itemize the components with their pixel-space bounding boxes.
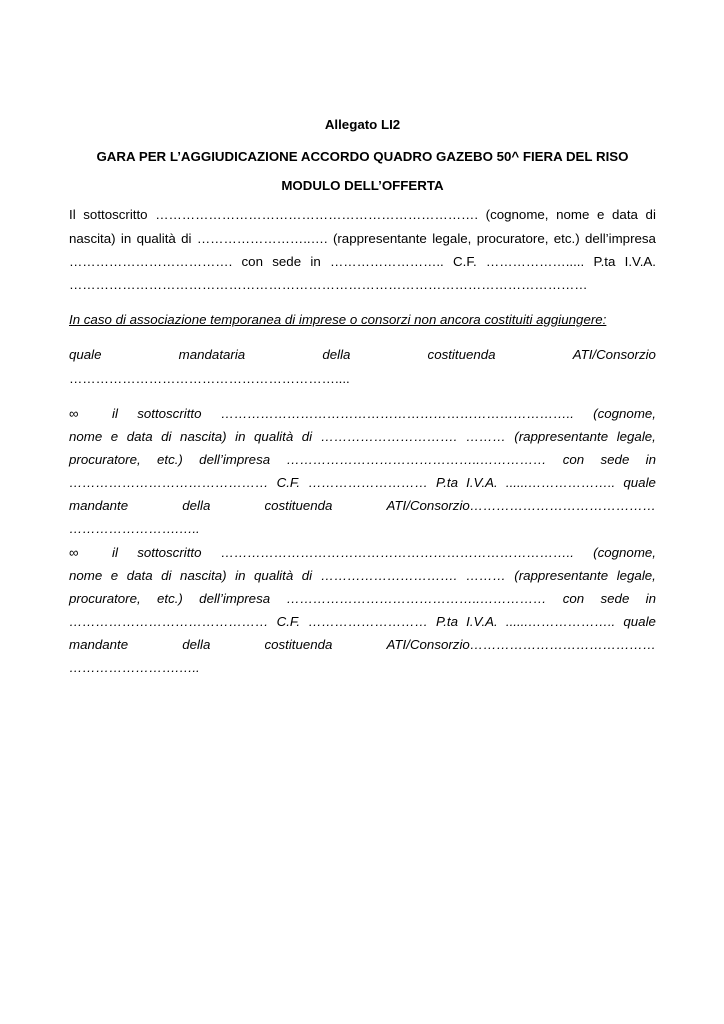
- word: quale: [69, 347, 102, 362]
- mandante-2-line-5: [69, 637, 656, 653]
- word: ……………….....: [485, 254, 585, 269]
- word: ATI/Consorzio: [572, 347, 656, 362]
- word: ……………………………………………………………………..: [220, 406, 574, 421]
- word: sottoscritto: [137, 545, 202, 560]
- word: quale: [623, 475, 656, 490]
- word: sede: [600, 452, 630, 467]
- word: costituenda: [264, 637, 333, 652]
- word: con: [241, 254, 263, 269]
- word: ......………………..: [505, 475, 616, 490]
- word: di: [301, 568, 313, 583]
- word: in: [645, 591, 656, 606]
- word: (rappresentante: [332, 231, 427, 246]
- mandataria-line-1: [69, 347, 656, 363]
- word: di: [301, 429, 313, 444]
- word: P.ta: [593, 254, 616, 269]
- word: data: [126, 429, 153, 444]
- word: e: [110, 429, 119, 444]
- word: ………………………: [308, 614, 428, 629]
- word: il: [112, 545, 118, 560]
- word: C.F.: [276, 475, 301, 490]
- mandante-1-line-5: [69, 498, 656, 514]
- word: C.F.: [453, 254, 477, 269]
- mandante-1-line-2: [69, 429, 656, 445]
- word: procuratore,: [69, 591, 141, 606]
- mandante-2-line-3: [69, 591, 656, 607]
- word: qualità: [254, 568, 294, 583]
- word: di: [645, 207, 656, 222]
- mandante-2-line-1: [69, 545, 656, 561]
- word: ……………………………….: [69, 254, 233, 269]
- word: ………………………….: [320, 429, 458, 444]
- mandante-2-line-6: …………………….…..: [69, 660, 200, 675]
- word: ………: [465, 429, 506, 444]
- word: costituenda: [427, 347, 496, 362]
- gara-title: GARA PER L’AGGIUDICAZIONE ACCORDO QUADRO GAZEBO 50^ FIERA DEL RISO: [96, 149, 629, 164]
- word: in: [235, 568, 246, 583]
- word: nascita): [69, 231, 116, 246]
- word: procuratore,: [69, 452, 141, 467]
- word: legale,: [616, 429, 656, 444]
- word: I.V.A.: [466, 475, 498, 490]
- word: (cognome,: [593, 406, 656, 421]
- word: ATI/Consorzio……………………………………: [386, 498, 656, 513]
- word: ……………………………………………………………………..: [220, 545, 574, 560]
- word: qualità: [254, 429, 294, 444]
- word: P.ta: [436, 475, 458, 490]
- word: sottoscritto: [83, 207, 148, 222]
- word: della: [322, 347, 351, 362]
- word: il: [112, 406, 118, 421]
- word: dell’impresa: [199, 591, 271, 606]
- word: legale,: [432, 231, 472, 246]
- word: ………………………….: [320, 568, 458, 583]
- word: mandante: [69, 637, 129, 652]
- word: C.F.: [276, 614, 301, 629]
- word: etc.): [157, 452, 183, 467]
- mandante-1-line-6: …………………….…..: [69, 521, 200, 536]
- word: nome: [69, 568, 103, 583]
- mandante-1-line-1: [69, 406, 656, 422]
- word: mandataria: [178, 347, 246, 362]
- infinity-bullet-icon: ∞: [69, 406, 79, 421]
- word: I.V.A.: [624, 254, 656, 269]
- word: in: [235, 429, 246, 444]
- word: ………………………: [308, 475, 428, 490]
- word: Il: [69, 207, 76, 222]
- word: ………………………………………: [69, 475, 269, 490]
- word: di: [161, 429, 172, 444]
- word: nascita): [180, 568, 227, 583]
- word: sede: [272, 254, 302, 269]
- main-paragraph-line-2: [69, 231, 656, 247]
- word: della: [182, 498, 211, 513]
- word: qualità: [136, 231, 176, 246]
- word: ATI/Consorzio……………………………………: [386, 637, 656, 652]
- word: ………: [465, 568, 506, 583]
- word: in: [120, 231, 132, 246]
- mandante-1-line-4: [69, 475, 656, 491]
- modulo-title: MODULO DELL’OFFERTA: [281, 178, 444, 193]
- word: nascita): [180, 429, 227, 444]
- word: ......………………..: [505, 614, 616, 629]
- word: legale,: [616, 568, 656, 583]
- word: ……………………………………..……………: [286, 591, 547, 606]
- word: in: [310, 254, 321, 269]
- word: in: [645, 452, 656, 467]
- main-paragraph-line-1: [69, 207, 656, 223]
- word: P.ta: [436, 614, 458, 629]
- word: con: [562, 452, 585, 467]
- word: data: [126, 568, 153, 583]
- word: e: [597, 207, 605, 222]
- word: quale: [623, 614, 656, 629]
- mandataria-line-2: ……………………………………………………....: [69, 371, 350, 386]
- word: e: [110, 568, 119, 583]
- word: ……………………………………………………………….: [155, 207, 479, 222]
- word: etc.): [553, 231, 580, 246]
- mandante-2-line-4: [69, 614, 656, 630]
- word: (cognome,: [485, 207, 549, 222]
- main-paragraph-line-3: [69, 254, 656, 270]
- word: etc.): [157, 591, 183, 606]
- word: ………………………………………: [69, 614, 269, 629]
- word: della: [182, 637, 211, 652]
- word: dell’impresa: [199, 452, 271, 467]
- word: ……………………..: [329, 254, 444, 269]
- word: sede: [600, 591, 630, 606]
- main-paragraph-line-4: ………………………………………………………………………………………………………: [69, 277, 588, 292]
- word: I.V.A.: [466, 614, 498, 629]
- word: di: [181, 231, 192, 246]
- word: con: [562, 591, 585, 606]
- mandante-1-line-3: [69, 452, 656, 468]
- word: (cognome,: [593, 545, 656, 560]
- allegato-heading: Allegato LI2: [324, 117, 401, 132]
- mandante-2-line-2: [69, 568, 656, 584]
- word: mandante: [69, 498, 129, 513]
- infinity-bullet-icon: ∞: [69, 545, 79, 560]
- ati-note: In caso di associazione temporanea di imprese o consorzi non ancora costituiti aggiungere:: [69, 312, 607, 327]
- word: (rappresentante: [514, 429, 609, 444]
- word: procuratore,: [476, 231, 549, 246]
- word: sottoscritto: [137, 406, 202, 421]
- word: (rappresentante: [514, 568, 609, 583]
- word: di: [161, 568, 172, 583]
- word: nome: [69, 429, 103, 444]
- word: nome: [556, 207, 590, 222]
- word: ……………………..….: [196, 231, 328, 246]
- word: costituenda: [264, 498, 333, 513]
- word: dell’impresa: [584, 231, 656, 246]
- word: ……………………………………..……………: [286, 452, 547, 467]
- word: data: [612, 207, 638, 222]
- document-page: [69, 0, 656, 1024]
